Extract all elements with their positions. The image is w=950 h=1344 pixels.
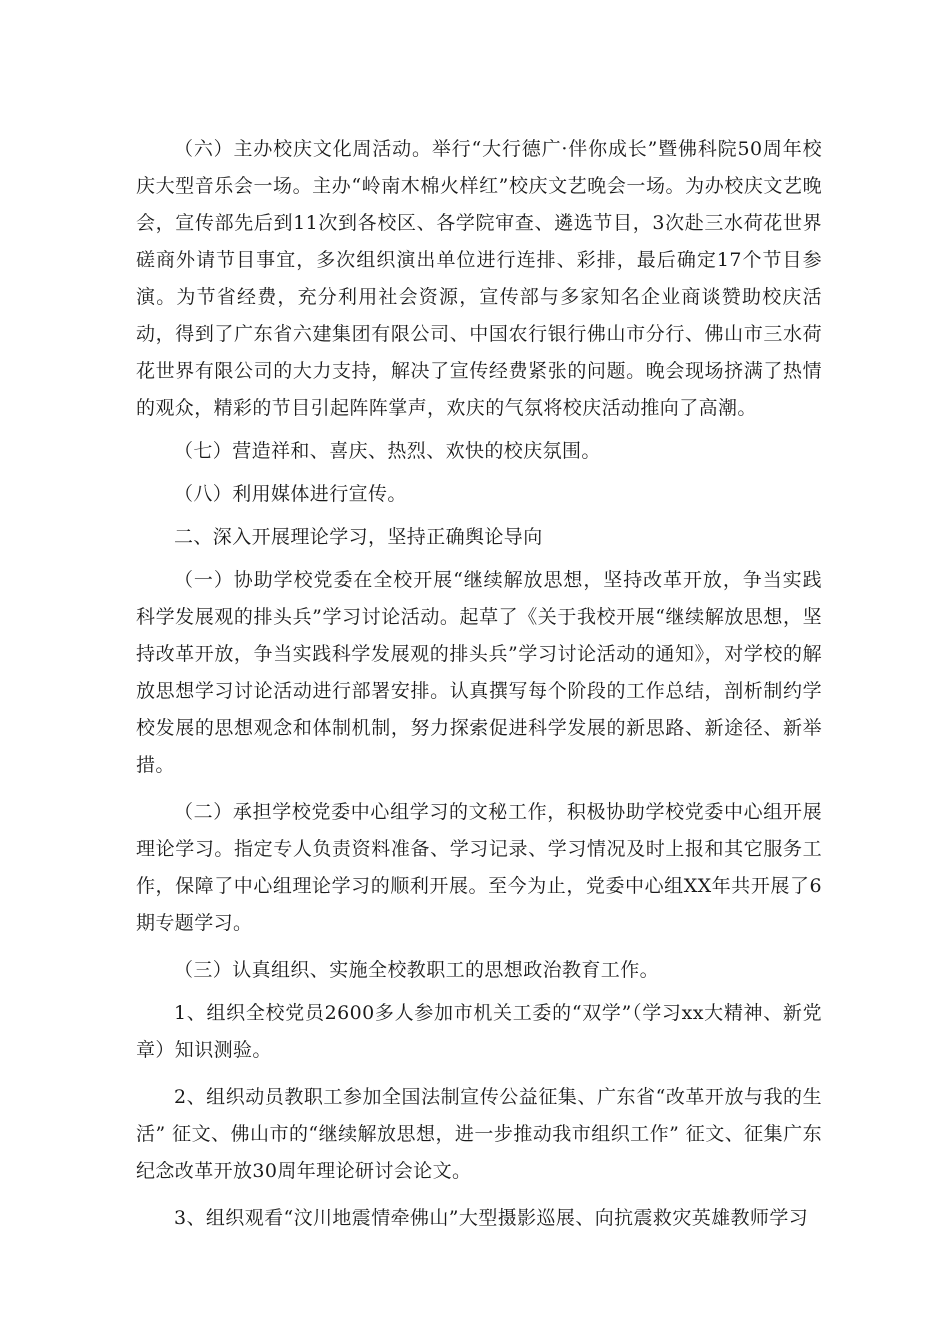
document-body — [136, 131, 822, 1237]
list-item-three: 3、组织观看“汶川地震情牵佛山”大型摄影巡展、向抗震救灾英雄教师学习 — [174, 1207, 809, 1229]
list-item-two: 2、组织动员教职工参加全国法制宣传公益征集、广东省“改革开放与我的生活” 征文、佛山市的“继续解放思想，进一步推动我市组织工作” 征文、征集广东纪念改革开放30周年理论研讨会论文。 — [136, 1086, 822, 1182]
paragraph-two-one: （一）协助学校党委在全校开展“继续解放思想，坚持改革开放，争当实践科学发展观的排头兵”学习讨论活动。起草了《关于我校开展“继续解放思想，坚持改革开放，争当实践科学发展观的排头兵”学习讨论活动的通知》，对学校的解放思想学习讨论活动进行部署安排。认真撰写每个阶段的工作总结，剖析制约学校发展的思想观念和体制机制，努力探索促进科学发展的新思路、新途径、新举措。 — [136, 569, 822, 776]
list-item-one: 1、组织全校党员2600多人参加市机关工委的“双学”（学习xx大精神、新党章）知识测验。 — [136, 1002, 822, 1061]
paragraph-seven: （七）营造祥和、喜庆、热烈、欢快的校庆氛围。 — [174, 440, 601, 462]
section-heading-two: 二、深入开展理论学习，坚持正确舆论导向 — [174, 526, 543, 548]
paragraph-six: （六）主办校庆文化周活动。举行“大行德广·伴你成长”暨佛科院50周年校庆大型音乐会一场。主办“岭南木棉火样红”校庆文艺晚会一场。为办校庆文艺晚会，宣传部先后到11次到各校区、各学院审查、遴选节目，3次赴三水荷花世界磋商外请节目事宜，多次组织演出单位进行连排、彩排，最后确定17个节目参演。为节省经费，充分利用社会资源，宣传部与多家知名企业商谈赞助校庆活动，得到了广东省六建集团有限公司、中国农行银行佛山市分行、佛山市三水荷花世界有限公司的大力支持，解决了宣传经费紧张的问题。晚会现场挤满了热情的观众，精彩的节目引起阵阵掌声，欢庆的气氛将校庆活动推向了高潮。 — [136, 138, 822, 419]
paragraph-two-three: （三）认真组织、实施全校教职工的思想政治教育工作。 — [174, 959, 660, 981]
paragraph-two-two: （二）承担学校党委中心组学习的文秘工作，积极协助学校党委中心组开展理论学习。指定专人负责资料准备、学习记录、学习情况及时上报和其它服务工作，保障了中心组理论学习的顺利开展。至今为止，党委中心组XX年共开展了6期专题学习。 — [136, 801, 822, 934]
paragraph-eight: （八）利用媒体进行宣传。 — [174, 483, 407, 505]
